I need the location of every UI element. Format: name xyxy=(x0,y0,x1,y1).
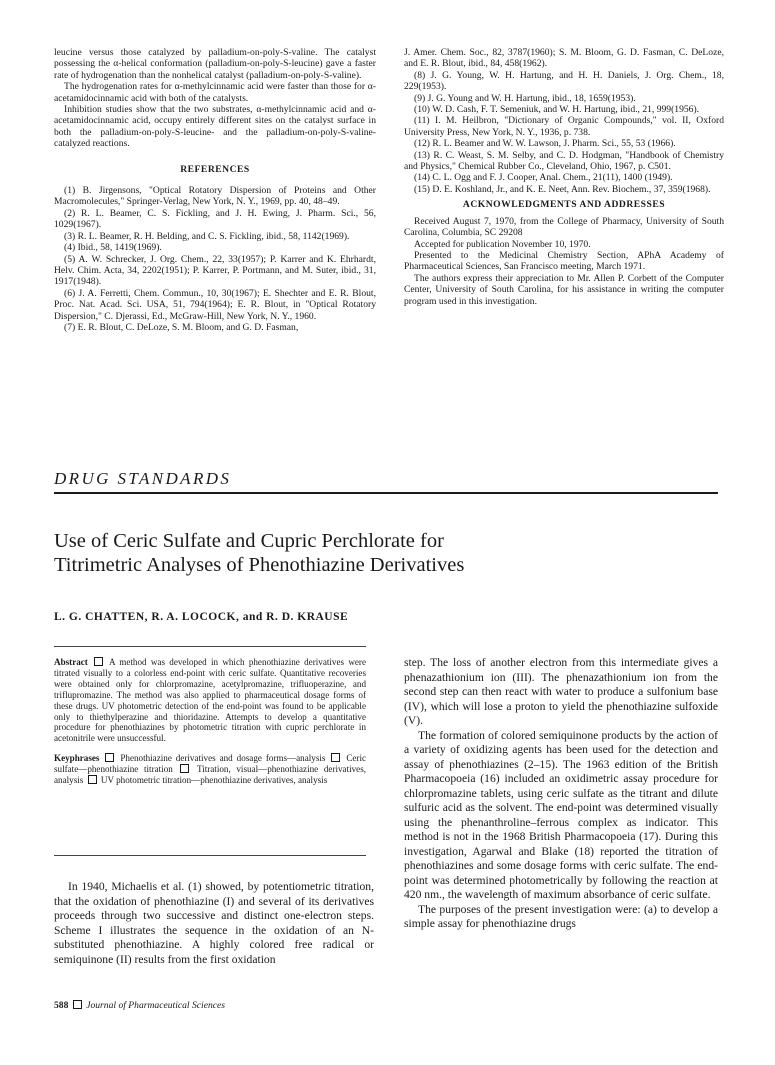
reference-item: (7) E. R. Blout, C. DeLoze, S. M. Bloom, and G. D. Fasman, xyxy=(64,321,299,333)
references-heading: REFERENCES xyxy=(180,163,250,175)
abstract xyxy=(54,657,366,795)
reference-item: (12) R. L. Beamer and W. W. Lawson, J. Pharm. Sci., 55, 53 (1966). xyxy=(414,138,676,150)
reference-item: (14) C. L. Ogg and F. J. Cooper, Anal. Chem., 21(11), 1400 (1949). xyxy=(414,172,673,184)
acknowledgment-paragraph: The authors express their appreciation to Mr. Allen P. Corbett of the Computer Center, University of South Carolina, for his assistance in writing the computer program used in this investigation. xyxy=(404,272,724,307)
section-heading: DRUG STANDARDS xyxy=(54,469,232,488)
reference-item: (4) Ibid., 58, 1419(1969). xyxy=(64,242,162,254)
reference-item: (8) J. G. Young, W. H. Hartung, and H. H. Daniels, J. Org. Chem., 18, 229(1953). xyxy=(404,69,724,93)
body-paragraph: In 1940, Michaelis et al. (1) showed, by potentiometric titration, that the oxidation of phenothiazine (I) and several of its derivatives proceeds through two successive and distinct one-electron steps. Scheme I illustrates the sequence in the oxidation of an N-substituted phenothiazine. A highly colored free radical or semiquinone (II) results from the first oxidation xyxy=(54,880,374,966)
page-footer xyxy=(54,1000,225,1011)
abstract-paragraph xyxy=(54,657,366,744)
reference-item: (5) A. W. Schrecker, J. Org. Chem., 22, 33(1957); P. Karrer and K. Ehrhardt, Helv. Chim. Acta, 34, 2202(1951); P. Karrer, P. Portmann, and M. Suter, ibid., 31, 1917(1948). xyxy=(54,253,376,288)
keyphrase: Titration, visual—phenothiazine derivatives, analysis xyxy=(54,764,367,786)
acknowledgment-paragraph: Accepted for publication November 10, 1970. xyxy=(414,238,591,250)
keyphrase: Phenothiazine derivatives and dosage forms—analysis xyxy=(120,753,326,764)
article-title-line: Titrimetric Analyses of Phenothiazine Derivatives xyxy=(54,554,465,576)
body-left-column xyxy=(54,880,374,967)
square-bullet-icon xyxy=(180,764,189,773)
acknowledgment-paragraph: Received August 7, 1970, from the College of Pharmacy, University of South Carolina, Columbia, SC 29208 xyxy=(404,215,724,239)
paragraph: The hydrogenation rates for α-methylcinnamic acid were faster than those for α-acetamidocinnamic acid with both of the catalysts. xyxy=(54,81,376,104)
article-title-line: Use of Ceric Sulfate and Cupric Perchlorate for xyxy=(54,530,444,552)
square-bullet-icon xyxy=(88,775,97,784)
journal-name: Journal of Pharmaceutical Sciences xyxy=(86,1000,226,1011)
square-bullet-icon xyxy=(73,1000,82,1009)
body-paragraph: step. The loss of another electron from this intermediate gives a phenazathionium ion (III). The phenazathionium ion from the second step can then react with water to produce a sulfonium base (IV), which will lose a proton to yield the phenothiazine sulfoxide (V). xyxy=(404,656,718,727)
body-paragraph: The purposes of the present investigation were: (a) to develop a simple assay for phenothiazine drugs xyxy=(404,902,718,930)
acknowledgment-paragraph: Presented to the Medicinal Chemistry Section, APhA Academy of Pharmaceutical Sciences, San Francisco meeting, March 1971. xyxy=(404,249,724,273)
top-left-column xyxy=(54,47,376,333)
keyphrase: Ceric sulfate—phenothiazine titration xyxy=(54,753,367,775)
acknowledgments-heading: ACKNOWLEDGMENTS AND ADDRESSES xyxy=(462,199,666,211)
abstract-label: Abstract xyxy=(54,657,88,667)
reference-item: (10) W. D. Cash, F. T. Semeniuk, and W. H. Hartung, ibid., 21, 999(1956). xyxy=(414,104,700,116)
abstract-body: A method was developed in which phenothiazine derivatives were titrated visually to a colorless end-point with ceric sulfate. Quantitative recoveries were obtained only for chlorpromazine, acetylpromazine, trifluoperazine, and triflupromazine. The method was also applied to pharmaceutical dosage forms of these drugs. UV photometric detection of the end-point was found to be applicable only to thiethylperazine and thioridazine. Attempts to develop a quantitative procedure for phenothiazines by photometric titration with cupric perchlorate in acetonitrile were unsuccessful. xyxy=(54,657,366,744)
paragraph: Inhibition studies show that the two substrates, α-methylcinnamic acid and α-acetamidocinnamic acid, occupy entirely different sites on the catalyst surface in both the palladium-on-poly-S-leucine- and the palladium-on-poly-S-valine-catalyzed reactions. xyxy=(54,104,376,150)
keyphrases-label: Keyphrases xyxy=(54,753,100,764)
square-bullet-icon xyxy=(331,753,340,762)
article-title xyxy=(54,529,694,577)
reference-item: (11) I. M. Heilbron, "Dictionary of Organic Compounds," vol. II, Oxford University Press, New York, N. Y., 1936, p. 738. xyxy=(404,115,724,138)
reference-item: (3) R. L. Beamer, R. H. Belding, and C. S. Fickling, ibid., 58, 1142(1969). xyxy=(64,230,350,242)
keyphrases-paragraph xyxy=(54,753,366,786)
reference-item: (9) J. G. Young and W. H. Hartung, ibid., 18, 1659(1953). xyxy=(414,92,636,104)
reference-item: (2) R. L. Beamer, C. S. Fickling, and J. H. Ewing, J. Pharm. Sci., 56, 1029(1967). xyxy=(54,207,376,231)
reference-item: (13) R. C. Weast, S. M. Selby, and C. D. Hodgman, "Handbook of Chemistry and Physics," Chemical Rubber Co., Cleveland, Ohio, 1967, p. C501. xyxy=(404,149,724,173)
reference-item: (1) B. Jirgensons, "Optical Rotatory Dispersion of Proteins and Other Macromolecules," Springer-Verlag, New York, N. Y., 1969, pp. 40, 48–49. xyxy=(54,185,376,208)
page-number: 588 xyxy=(54,1000,69,1011)
reference-item: J. Amer. Chem. Soc., 82, 3787(1960); S. M. Bloom, G. D. Fasman, C. DeLoze, and E. R. Blout, ibid., 84, 458(1962). xyxy=(404,47,724,70)
reference-item: (6) J. A. Ferretti, Chem. Commun., 10, 30(1967); E. Shechter and E. R. Blout, Proc. Nat. Acad. Sci. USA, 51, 794(1964); E. R. Blout, in "Optical Rotatory Dispersion," C. Djerassi, Ed., McGraw-Hill, New York, N. Y., 1960. xyxy=(54,287,376,322)
square-bullet-icon xyxy=(105,753,114,762)
paragraph: leucine versus those catalyzed by palladium-on-poly-S-valine. The catalyst possessing the α-helical conformation (palladium-on-poly-S-leucine) gave a faster rate of hydrogenation than the nonhelical catalyst (palladium-on-poly-S-valine). xyxy=(54,47,376,81)
authors: L. G. CHATTEN, R. A. LOCOCK, and R. D. KRAUSE xyxy=(54,611,349,623)
reference-item: (15) D. E. Koshland, Jr., and K. E. Neet, Ann. Rev. Biochem., 37, 359(1968). xyxy=(414,183,711,195)
square-bullet-icon xyxy=(94,657,103,666)
section-rule xyxy=(54,492,718,494)
top-right-column xyxy=(404,47,724,307)
body-right-column xyxy=(404,656,718,932)
keyphrase: UV photometric titration—phenothiazine derivatives, analysis xyxy=(100,775,328,786)
body-paragraph: The formation of colored semiquinone products by the action of a variety of oxidizing agents has been used for the detection and assay of phenothiazines (2–15). The 1963 edition of the British Pharmacopoeia (16) included an oxidimetric assay procedure for chlorpromazine tablets, using ceric sulfate as the titrant and dilute sulfuric acid as the solvent. The end-point was determined visually using the phenanthroline–ferrous complex as indicator. This method is not in the 1968 British Pharmacopoeia (17). During this investigation, Agarwal and Blake (18) reported the titration of phenothiazines and some dosage forms with ceric sulfate. The end-point was determined photometrically by following the reaction at 420 nm., the wavelength of maximum absorbance of ceric sulfate. xyxy=(404,728,718,901)
